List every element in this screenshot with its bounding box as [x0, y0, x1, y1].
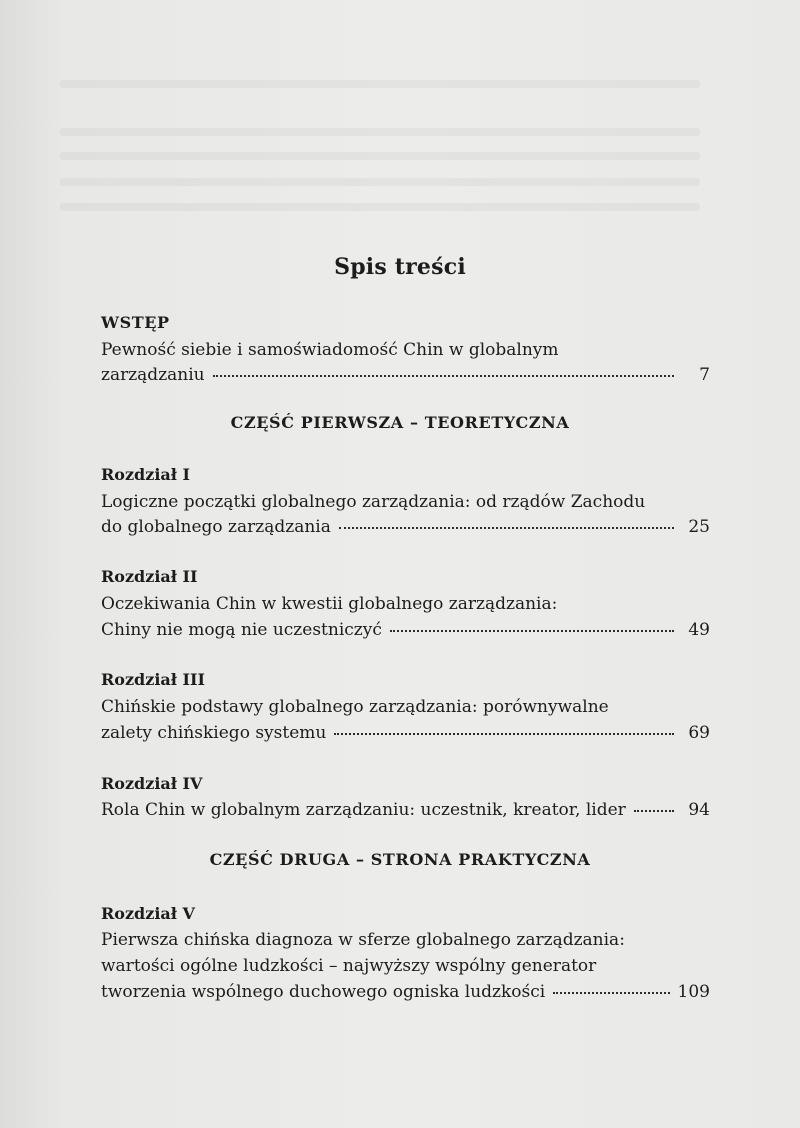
intro-title-line2: zarządzaniu [101, 365, 205, 385]
dot-leader [390, 630, 674, 632]
intro-entry [101, 365, 710, 385]
chapter1-page-number: 25 [688, 517, 710, 537]
intro-title-line1: Pewność siebie i samoświadomość Chin w globalnym [101, 340, 559, 360]
chapter5-title-line2: wartości ogólne ludzkości – najwyższy wspólny generator [101, 956, 597, 976]
chapter2-title-line2: Chiny nie mogą nie uczestniczyć [101, 620, 382, 640]
chapter4-label: Rozdział IV [101, 774, 203, 793]
chapter1-title-line2: do globalnego zarządzania [101, 517, 331, 537]
bleed-through [60, 203, 700, 211]
chapter3-title-line2: zalety chińskiego systemu [101, 723, 327, 743]
bleed-through [60, 128, 700, 136]
chapter5-title-line3: tworzenia wspólnego duchowego ogniska ludzkości [101, 982, 546, 1002]
chapter3-entry [101, 723, 710, 743]
chapter3-page-number: 69 [688, 723, 710, 743]
dot-leader [553, 992, 669, 994]
dot-leader [339, 527, 674, 529]
chapter2-title-line1: Oczekiwania Chin w kwestii globalnego zarządzania: [101, 594, 558, 614]
chapter1-label: Rozdział I [101, 465, 190, 484]
chapter5-page-number: 109 [677, 982, 710, 1002]
dot-leader [334, 733, 674, 735]
chapter5-label: Rozdział V [101, 904, 195, 923]
part1-heading: CZĘŚĆ PIERWSZA – TEORETYCZNA [230, 413, 570, 432]
chapter4-page-number: 94 [688, 800, 710, 820]
chapter5-title-line1: Pierwsza chińska diagnoza w sferze globalnego zarządzania: [101, 930, 625, 950]
bleed-through [60, 178, 700, 186]
chapter4-title-line1: Rola Chin w globalnym zarządzaniu: uczestnik, kreator, lider [101, 800, 626, 820]
intro-page-number: 7 [699, 365, 710, 385]
chapter3-label: Rozdział III [101, 670, 205, 689]
chapter4-entry [101, 800, 710, 820]
dot-leader [634, 810, 674, 812]
chapter1-entry [101, 517, 710, 537]
part2-heading: CZĘŚĆ DRUGA – STRONA PRAKTYCZNA [209, 850, 591, 869]
page-title: Spis treści [334, 254, 466, 280]
chapter2-page-number: 49 [688, 620, 710, 640]
chapter1-title-line1: Logiczne początki globalnego zarządzania: od rządów Zachodu [101, 492, 646, 512]
bleed-through [60, 152, 700, 160]
intro-heading: WSTĘP [101, 313, 170, 332]
chapter3-title-line1: Chińskie podstawy globalnego zarządzania: porównywalne [101, 697, 609, 717]
chapter5-entry [101, 982, 710, 1002]
bleed-through [60, 80, 700, 88]
chapter2-entry [101, 620, 710, 640]
chapter2-label: Rozdział II [101, 567, 198, 586]
dot-leader [213, 375, 674, 377]
